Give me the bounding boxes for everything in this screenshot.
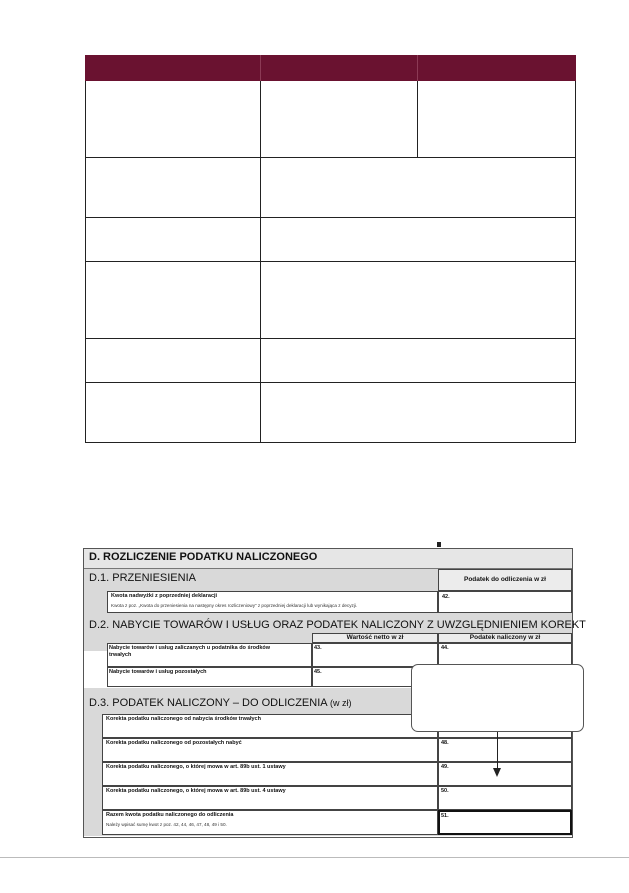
section-d-title: D. ROZLICZENIE PODATKU NALICZONEGO [89,551,318,563]
callout-arrow-head [493,768,501,777]
d3-title-main: D.3. PODATEK NALICZONY – DO ODLICZENIA [89,697,327,709]
field-42-number: 42. [442,594,450,600]
row-divider [85,217,576,218]
d2-col-netto: Wartość netto w zł [346,634,404,641]
d1-row-sublabel: Kwota z poz. „Kwota do przeniesienia na następny okres rozliczeniowy” z poprzedniej deklaracji lub wynikająca z decyzji. [111,603,358,608]
row-divider [85,261,576,262]
d3-row-2-label: Korekta podatku naliczonego od pozostałych nabyć [106,740,242,746]
table-header [85,55,576,81]
field-43-number: 43. [314,645,322,651]
d2-col-podatek: Podatek naliczony w zł [469,634,541,641]
field-48-number: 48. [441,740,449,746]
field-51-number: 51. [441,813,449,819]
d3-row-3-label: Korekta podatku naliczonego, o której mowa w art. 89b ust. 1 ustawy [106,764,286,770]
d3-title [89,697,352,709]
field-51[interactable] [438,810,572,835]
table-cell [85,81,260,157]
d1-col-header: Podatek do odliczenia w zł [464,576,546,583]
d3-total-sublabel: Należy wpisać sumę kwot z poz. 42, 44, 46, 47, 48, 49 i 50. [106,822,227,827]
d1-title: D.1. PRZENIESIENIA [89,572,196,584]
d2-title: D.2. NABYCIE TOWARÓW I USŁUG ORAZ PODATEK NALICZONY Z UWZGLĘDNIENIEM KOREKT [89,619,586,631]
field-44-number: 44. [441,645,449,651]
d2-row-2-label: Nabycie towarów i usług pozostałych [109,669,207,675]
table-cell [260,81,417,157]
callout-arrow-line [497,732,498,770]
d1-row-label: Kwota nadwyżki z poprzedniej deklaracji [111,593,218,599]
row-divider [85,382,576,383]
field-49-number: 49. [441,764,449,770]
crop-mark [437,542,441,547]
field-49[interactable] [438,762,572,786]
row-divider [85,338,576,339]
field-42[interactable] [438,591,572,613]
field-50[interactable] [438,786,572,810]
row-divider [85,157,576,158]
table-cell [417,81,576,157]
field-45-number: 45. [314,669,322,675]
d2-row-1-label-cont: trwałych [109,652,132,658]
column-divider [260,81,261,443]
header-separator [417,55,418,81]
d3-total-label: Razem kwota podatku naliczonego do odliczenia [106,812,234,818]
d2-row-1-label: Nabycie towarów i usług zaliczanych u podatnika do środków [109,645,271,651]
callout-box [411,664,584,732]
column-divider [85,81,86,443]
page-bottom-rule [0,857,629,858]
d3-title-unit: (w zł) [330,698,352,708]
d3-row-4-label: Korekta podatku naliczonego, o której mowa w art. 89b ust. 4 ustawy [106,788,286,794]
field-48[interactable] [438,738,572,762]
d3-row-1-label: Korekta podatku naliczonego od nabycia środków trwałych [106,716,261,722]
header-separator [260,55,261,81]
top-table [85,55,576,443]
row-divider [85,442,576,443]
column-divider [575,81,576,443]
column-divider [417,81,418,157]
field-50-number: 50. [441,788,449,794]
